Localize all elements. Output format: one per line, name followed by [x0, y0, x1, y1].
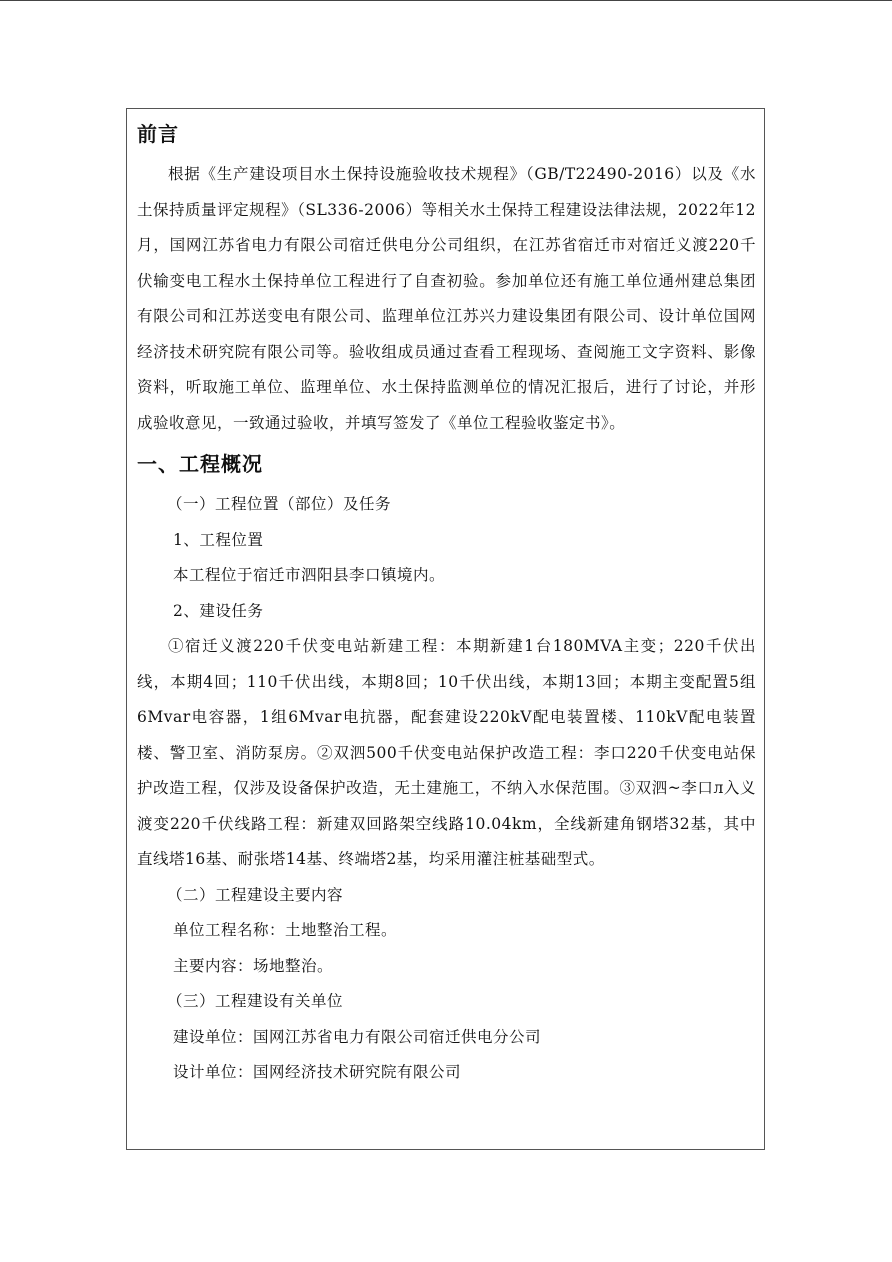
item-task-text: ①宿迁义渡220千伏变电站新建工程：本期新建1台180MVA主变；220千伏出线，本期4回；110千伏出线，本期8回；10千伏出线，本期13回；本期主变配置5组6Mvar电容器，1组6Mvar电抗器，配套建设220kV配电装置楼、110kV配电装置楼、警卫室、消防泵房。②双泗500千伏变电站保护改造工程：李口220千伏变电站保护改造工程，仅涉及设备保护改造，无土建施工，不纳入水保范围。③双泗~李口л入义渡变220千伏线路工程：新建双回路架空线路10.04km，全线新建角钢塔32基，其中直线塔16基、耐张塔14基、终端塔2基，均采用灌注桩基础型式。	[137, 637, 756, 868]
item-task-title: 2、建设任务	[173, 601, 264, 620]
top-rule	[0, 0, 892, 1]
preface-heading: 前言	[137, 122, 179, 146]
subsection-location-task: （一）工程位置（部位）及任务	[167, 495, 392, 513]
item-location-text: 本工程位于宿迁市泗阳县李口镇境内。	[173, 566, 446, 584]
unit-project-name: 单位工程名称：土地整治工程。	[173, 921, 398, 939]
overview-heading: 一、工程概况	[137, 452, 263, 476]
item-location-title: 1、工程位置	[173, 530, 264, 549]
document-frame	[126, 108, 765, 1150]
preface-paragraph: 根据《生产建设项目水土保持设施验收技术规程》（GB/T22490-2016）以及《水土保持质量评定规程》（SL336-2006）等相关水土保持工程建设法律法规，2022年12月，国网江苏省电力有限公司宿迁供电分公司组织，在江苏省宿迁市对宿迁义渡220千伏输变电工程水土保持单位工程进行了自查初验。参加单位还有施工单位通州建总集团有限公司和江苏送变电有限公司、监理单位江苏兴力建设集团有限公司、设计单位国网经济技术研究院有限公司等。验收组成员通过查看工程现场、查阅施工文字资料、影像资料，听取施工单位、监理单位、水土保持监测单位的情况汇报后，进行了讨论，并形成验收意见，一致通过验收，并填写签发了《单位工程验收鉴定书》。	[137, 165, 756, 432]
design-unit: 设计单位：国网经济技术研究院有限公司	[173, 1063, 462, 1081]
subsection-main-content: （二）工程建设主要内容	[167, 885, 344, 904]
subsection-related-units: （三）工程建设有关单位	[167, 992, 344, 1010]
construction-unit: 建设单位：国网江苏省电力有限公司宿迁供电分公司	[173, 1027, 542, 1046]
main-content-text: 主要内容：场地整治。	[173, 956, 334, 975]
